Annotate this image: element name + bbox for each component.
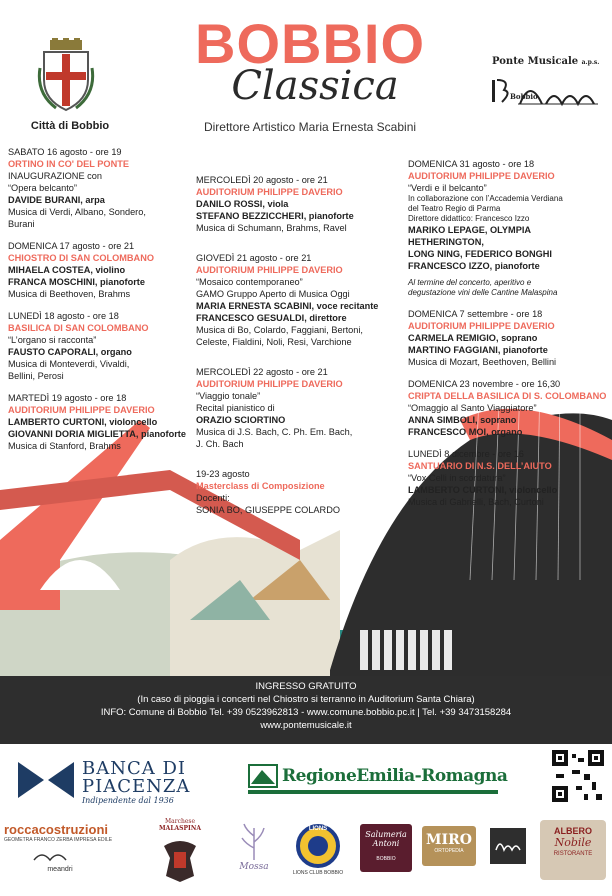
event-venue: SANTUARIO DI N.S. DELL’AIUTO <box>408 461 552 471</box>
event-venue: CRIPTA DELLA BASILICA DI S. COLOMBANO <box>408 391 607 401</box>
event-item <box>8 392 208 452</box>
event-line: “Mosaico contemporaneo” <box>196 277 303 287</box>
event-date: 19-23 agosto <box>196 469 250 479</box>
event-performer: FRANCESCO GESUALDI, direttore <box>196 313 347 323</box>
regione-logo-icon <box>248 764 278 788</box>
event-venue: Masterclass di Composizione <box>196 481 325 491</box>
event-line: “Vox Celli in scordatura” <box>408 473 506 483</box>
event-venue: AUDITORIUM PHILIPPE DAVERIO <box>196 379 343 389</box>
mossa-logo-icon <box>236 822 272 862</box>
event-date: MARTEDÌ 19 agosto - ore 18 <box>8 393 127 403</box>
website-link[interactable]: www.pontemusicale.it <box>260 720 352 731</box>
malaspina-eagle-crest-icon <box>160 836 200 884</box>
region-name: RegioneEmilia-Romagna <box>282 766 508 786</box>
event-performer: LAMBERTO CURTONI, violoncello <box>8 417 158 427</box>
event-venue: AUDITORIUM PHILIPPE DAVERIO <box>408 321 555 331</box>
column-middle <box>196 174 406 526</box>
meandri-label: meandri <box>47 866 73 873</box>
albero-nobile-logo: ALBERO Nobile RISTORANTE <box>540 820 606 880</box>
event-date: DOMENICA 17 agosto - ore 21 <box>8 241 135 251</box>
info-footer <box>0 676 612 744</box>
event-performer: GIOVANNI DORIA MIGLIETTA, pianoforte <box>8 429 186 439</box>
event-program: Musica di Gabrielli, Bach, Curtoni <box>408 497 544 507</box>
event-date: GIOVEDÌ 21 agosto - ore 21 <box>196 253 312 263</box>
event-performer: FRANCESCO MOI, organo <box>408 427 523 437</box>
column-right <box>408 158 608 518</box>
event-item <box>408 448 608 508</box>
event-line: “Verdi e il belcanto” <box>408 183 487 193</box>
event-line: “Viaggio tonale” <box>196 391 261 401</box>
event-item <box>408 378 608 438</box>
laura-logo <box>490 828 526 864</box>
event-performer: LAMBERTO CURTONI, violoncello <box>408 485 558 495</box>
event-program: Musica di Stanford, Brahms <box>8 441 121 451</box>
event-line: GAMO Gruppo Aperto di Musica Oggi <box>196 289 350 299</box>
event-performer: STEFANO BEZZICCHERI, pianoforte <box>196 211 354 221</box>
event-program: Celeste, Fialdini, Noli, Resi, Varchione <box>196 337 352 347</box>
event-line: “L’organo si racconta” <box>8 335 97 345</box>
event-program: Burani <box>8 219 35 229</box>
event-performer: ORAZIO SCIORTINO <box>196 415 286 425</box>
event-item <box>8 310 208 382</box>
city-crest-icon <box>36 38 96 114</box>
event-item <box>408 158 608 298</box>
event-performer: FAUSTO CAPORALI, organo <box>8 347 132 357</box>
event-date: MERCOLEDÌ 22 agosto - ore 21 <box>196 367 328 377</box>
event-date: DOMENICA 7 settembre - ore 18 <box>408 309 543 319</box>
info-contacts: INFO: Comune di Bobbio Tel. +39 0523962813 - www.comune.bobbio.pc.it | Tel. +39 3473158284 <box>100 707 512 718</box>
event-item <box>8 240 208 300</box>
event-program: Bellini, Perosi <box>8 371 64 381</box>
qr-code-icon[interactable] <box>552 750 604 802</box>
event-performer: DAVIDE BURANI, arpa <box>8 195 105 205</box>
malaspina-label: Marchese MALASPINA <box>159 818 201 832</box>
event-item <box>196 366 406 450</box>
lions-label: LIONS <box>308 826 328 832</box>
event-program: Musica di Monteverdi, Vivaldi, <box>8 359 130 369</box>
meandri-logo-icon <box>30 848 90 866</box>
miro-ortopedia-logo: MIRO ORTOPEDIA <box>422 826 476 866</box>
event-program: Musica di J.S. Bach, C. Ph. Em. Bach, <box>196 427 353 437</box>
event-performer: MARTINO FAGGIANI, pianoforte <box>408 345 548 355</box>
event-line: “Omaggio al Santo Viaggiatore” <box>408 403 537 413</box>
mossa-label: Mossa <box>239 862 269 872</box>
event-date: SABATO 16 agosto - ore 19 <box>8 147 122 157</box>
event-item <box>196 468 406 516</box>
region-underline <box>248 790 498 794</box>
event-line: Recital pianistico di <box>196 403 275 413</box>
event-program: Musica di Bo, Colardo, Faggiani, Bertoni, <box>196 325 363 335</box>
bank-name: BANCA DI PIACENZA <box>82 758 191 797</box>
rain-note: (In caso di pioggia i concerti nel Chiostro si terranno in Auditorium Santa Chiara) <box>137 694 475 705</box>
festival-subtitle: Classica <box>231 63 399 109</box>
event-performer: MIHAELA COSTEA, violino <box>8 265 126 275</box>
event-date: LUNEDÌ 18 agosto - ore 18 <box>8 311 119 321</box>
event-performer: LONG NING, FEDERICO BONGHI <box>408 249 552 259</box>
laura-signature-icon <box>490 828 526 864</box>
lions-club-label: LIONS CLUB BOBBIO <box>292 870 344 876</box>
event-program: J. Ch. Bach <box>196 439 244 449</box>
event-performer: FRANCESCO IZZO, pianoforte <box>408 261 540 271</box>
event-item <box>408 308 608 368</box>
event-line: “Opera belcanto” <box>8 183 77 193</box>
organizer-name: Ponte Musicale a.p.s. <box>492 56 600 67</box>
event-venue: CHIOSTRO DI SAN COLOMBANO <box>8 253 154 263</box>
event-program: Musica di Beethoven, Brahms <box>8 289 131 299</box>
event-date: MERCOLEDÌ 20 agosto - ore 21 <box>196 175 328 185</box>
rocca-costruzioni-logo: roccacostruzioni GEOMETRA FRANCO ZERBA IMPRESA EDILE <box>4 822 113 843</box>
event-performer: FRANCA MOSCHINI, pianoforte <box>8 277 145 287</box>
festival-title: BOBBIO <box>195 12 425 75</box>
event-item <box>196 174 406 234</box>
event-date: LUNEDÌ 8 dicembre - ore 16 <box>408 449 524 459</box>
event-venue: AUDITORIUM PHILIPPE DAVERIO <box>408 171 555 181</box>
event-venue: AUDITORIUM PHILIPPE DAVERIO <box>196 187 343 197</box>
city-label: Città di Bobbio <box>30 120 110 132</box>
event-performer: CARMELA REMIGIO, soprano <box>408 333 538 343</box>
event-item <box>8 146 208 230</box>
event-note: Al termine del concerto, aperitivo e <box>408 278 532 287</box>
event-venue: AUDITORIUM PHILIPPE DAVERIO <box>196 265 343 275</box>
event-date: DOMENICA 23 novembre - ore 16,30 <box>408 379 561 389</box>
event-note: In collaborazione con l’Accademia Verdiana <box>408 194 563 203</box>
free-entry-label: INGRESSO GRATUITO <box>255 681 357 692</box>
event-venue: ORTINO IN CO' DEL PONTE <box>8 159 129 169</box>
banca-piacenza-logo-icon <box>16 758 76 802</box>
event-note: del Teatro Regio di Parma <box>408 204 501 213</box>
event-program: Musica di Verdi, Albano, Sondero, <box>8 207 146 217</box>
bank-tagline: Indipendente dal 1936 <box>82 796 174 805</box>
event-performer: ANNA SIMBOLI, soprano <box>408 415 517 425</box>
event-program: Musica di Mozart, Beethoven, Bellini <box>408 357 557 367</box>
event-performer: DANILO ROSSI, viola <box>196 199 289 209</box>
event-venue: BASILICA DI SAN COLOMBANO <box>8 323 149 333</box>
event-venue: AUDITORIUM PHILIPPE DAVERIO <box>8 405 155 415</box>
event-program: Musica di Schumann, Brahms, Ravel <box>196 223 347 233</box>
ponte-musicale-logo-icon <box>490 70 602 110</box>
event-note: degustazione vini delle Cantine Malaspina <box>408 288 558 297</box>
artistic-director: Direttore Artistico Maria Ernesta Scabini <box>203 120 417 134</box>
salumeria-antoni-logo: Salumeria Antoni BOBBIO <box>360 824 412 872</box>
column-left <box>8 146 208 462</box>
event-item <box>196 252 406 348</box>
event-performer: MARIA ERNESTA SCABINI, voce recitante <box>196 301 379 311</box>
event-performer: MARIKO LEPAGE, OLYMPIA HETHERINGTON, <box>408 225 531 247</box>
event-line: Docenti: <box>196 493 230 503</box>
event-date: DOMENICA 31 agosto - ore 18 <box>408 159 535 169</box>
event-program: SONIA BO, GIUSEPPE COLARDO <box>196 505 340 515</box>
organizer-mark: Bobbio <box>510 92 538 101</box>
event-line: INAUGURAZIONE con <box>8 171 102 181</box>
event-note: Direttore didattico: Francesco Izzo <box>408 214 530 223</box>
